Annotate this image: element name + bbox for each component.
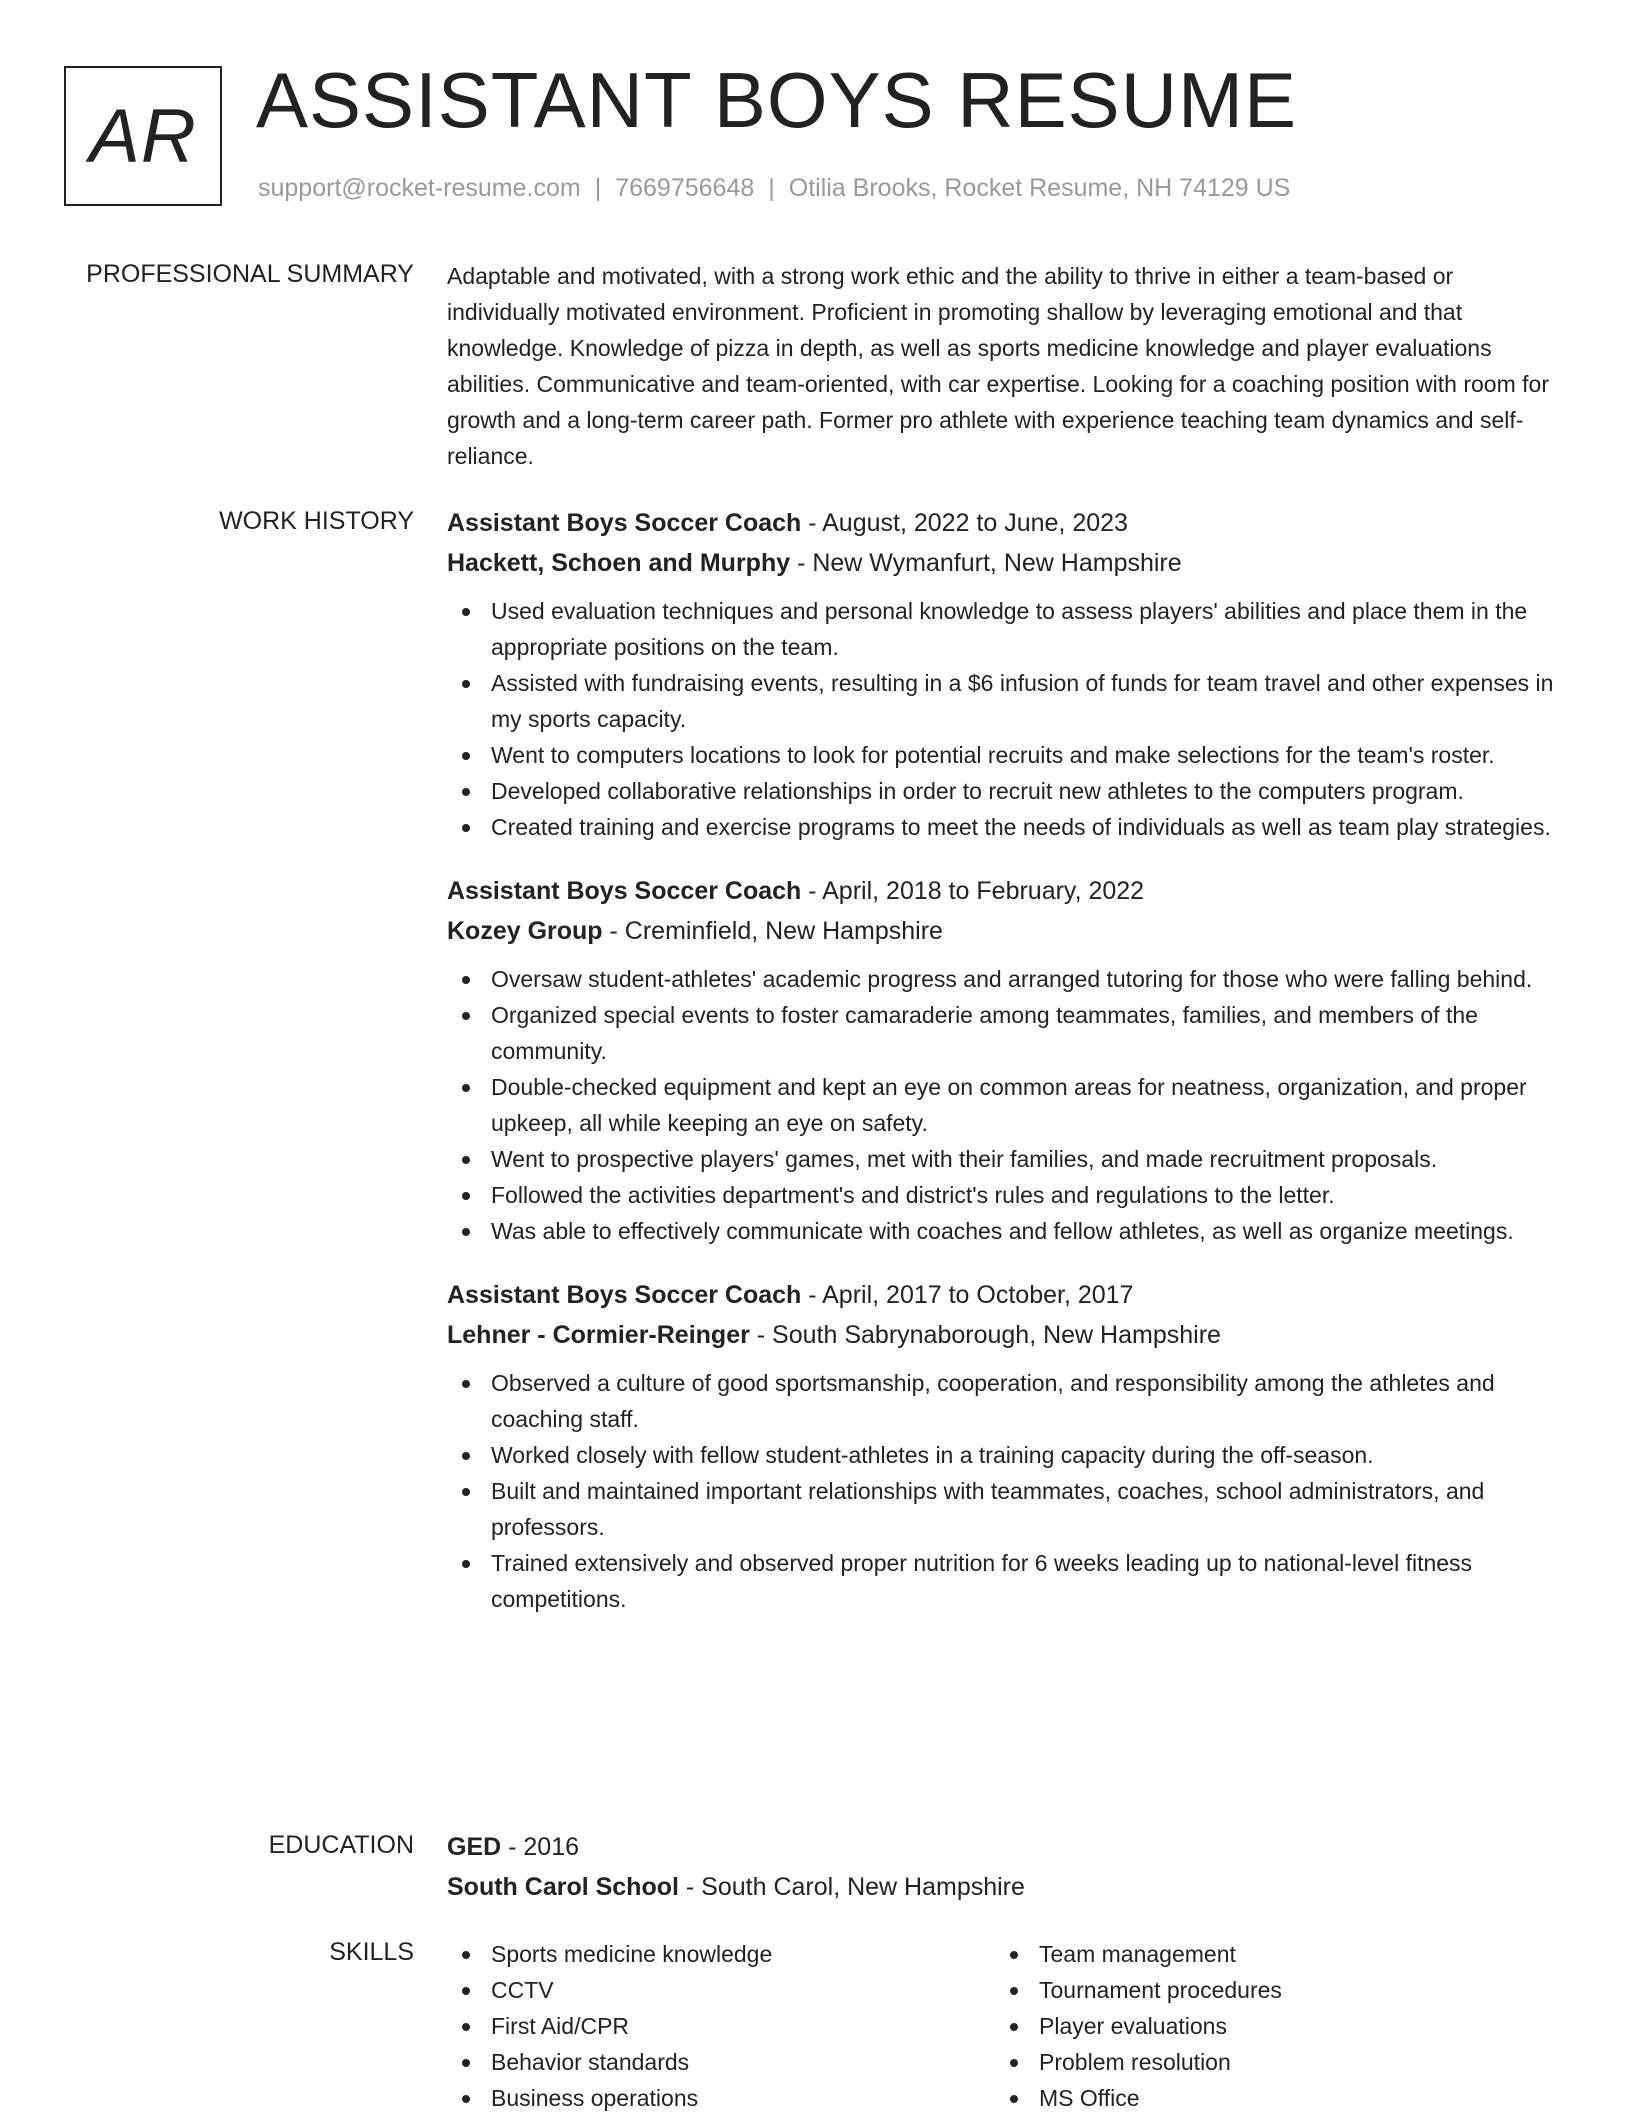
contact-email: support@rocket-resume.com — [258, 174, 581, 202]
education-location: - South Carol, New Hampshire — [678, 1873, 1025, 1901]
job-company: Kozey Group — [447, 917, 603, 945]
skills-column-right — [995, 1936, 1543, 2116]
resume-title: ASSISTANT BOYS RESUME — [256, 56, 1298, 144]
job-bullet: Developed collaborative relationships in order to recruit new athletes to the computers program. — [447, 773, 1563, 809]
job-bullet: Double-checked equipment and kept an eye on common areas for neatness, organization, and proper upkeep, all while keeping an eye on safety. — [447, 1069, 1563, 1141]
education-degree: GED — [447, 1833, 502, 1861]
job-bullet: Observed a culture of good sportsmanship, cooperation, and responsibility among the athletes and coaching staff. — [447, 1365, 1563, 1437]
skill-item: MS Office — [995, 2080, 1543, 2116]
summary-label: PROFESSIONAL SUMMARY — [86, 260, 414, 288]
work-history-list — [447, 503, 1563, 1643]
skill-item: CCTV — [447, 1972, 995, 2008]
job-dates: - April, 2017 to October, 2017 — [801, 1281, 1134, 1309]
job-dates: - April, 2018 to February, 2022 — [801, 877, 1145, 905]
job-title: Assistant Boys Soccer Coach — [447, 1281, 802, 1309]
job-dates: - August, 2022 to June, 2023 — [801, 509, 1128, 537]
job-location: - South Sabrynaborough, New Hampshire — [749, 1321, 1221, 1349]
contact-separator: | — [768, 174, 775, 202]
job-bullet: Organized special events to foster camaraderie among teammates, families, and members of the community. — [447, 997, 1563, 1069]
job-entry — [447, 503, 1563, 845]
job-bullet: Worked closely with fellow student-athletes in a training capacity during the off-season. — [447, 1437, 1563, 1473]
job-bullet: Followed the activities department's and district's rules and regulations to the letter. — [447, 1177, 1563, 1213]
skill-item: Tournament procedures — [995, 1972, 1543, 2008]
job-bullet: Was able to effectively communicate with coaches and fellow athletes, as well as organize meetings. — [447, 1213, 1563, 1249]
job-bullet: Used evaluation techniques and personal knowledge to assess players' abilities and place them in the appropriate positions on the team. — [447, 593, 1563, 665]
job-bullet: Went to prospective players' games, met with their families, and made recruitment proposals. — [447, 1141, 1563, 1177]
job-bullets — [447, 961, 1563, 1249]
contact-separator: | — [594, 174, 602, 202]
skills-column-left — [447, 1936, 995, 2116]
job-bullet: Created training and exercise programs to meet the needs of individuals as well as team play strategies. — [447, 809, 1563, 845]
job-bullet: Oversaw student-athletes' academic progress and arranged tutoring for those who were falling behind. — [447, 961, 1563, 997]
job-entry — [447, 871, 1563, 1249]
contact-phone: 7669756648 — [615, 174, 755, 202]
job-bullet: Built and maintained important relationships with teammates, coaches, school administrators, and professors. — [447, 1473, 1563, 1545]
job-bullet: Trained extensively and observed proper nutrition for 6 weeks leading up to national-level fitness competitions. — [447, 1545, 1563, 1617]
contact-line — [258, 174, 1290, 203]
skill-item: Behavior standards — [447, 2044, 995, 2080]
work-history-label: WORK HISTORY — [219, 507, 414, 535]
skills-label: SKILLS — [329, 1938, 414, 1966]
skill-item: First Aid/CPR — [447, 2008, 995, 2044]
job-bullets — [447, 593, 1563, 845]
skill-item: Team management — [995, 1936, 1543, 1972]
job-bullet: Assisted with fundraising events, resulting in a $6 infusion of funds for team travel and other expenses in my sports capacity. — [447, 665, 1563, 737]
contact-address: Otilia Brooks, Rocket Resume, NH 74129 US — [788, 174, 1291, 202]
education-school: South Carol School — [447, 1873, 679, 1901]
job-bullet: Went to computers locations to look for potential recruits and make selections for the team's roster. — [447, 737, 1563, 773]
job-company: Hackett, Schoen and Murphy — [447, 549, 791, 577]
summary-text: Adaptable and motivated, with a strong work ethic and the ability to thrive in either a team-based or individually motivated environment. Proficient in promoting shallow by leveraging emotional and that knowledge. Knowledge of pizza in depth, as well as sports medicine knowledge and player evaluations abilities. Communicative and team-oriented, with car expertise. Looking for a coaching position with room for growth and a long-term career path. Former pro athlete with experience teaching team dynamics and self-reliance. — [447, 263, 1549, 469]
skill-item: Player evaluations — [995, 2008, 1543, 2044]
job-bullets — [447, 1365, 1563, 1617]
skill-item: Sports medicine knowledge — [447, 1936, 995, 1972]
job-title: Assistant Boys Soccer Coach — [447, 509, 802, 537]
job-location: - New Wymanfurt, New Hampshire — [790, 549, 1182, 577]
job-location: - Creminfield, New Hampshire — [602, 917, 943, 945]
education-year: - 2016 — [501, 1833, 580, 1861]
education-label: EDUCATION — [268, 1831, 414, 1859]
skill-item: Business operations — [447, 2080, 995, 2116]
job-title: Assistant Boys Soccer Coach — [447, 877, 802, 905]
monogram-logo: AR — [64, 66, 222, 206]
job-entry — [447, 1275, 1563, 1617]
skill-item: Problem resolution — [995, 2044, 1543, 2080]
job-company: Lehner - Cormier-Reinger — [447, 1321, 750, 1349]
